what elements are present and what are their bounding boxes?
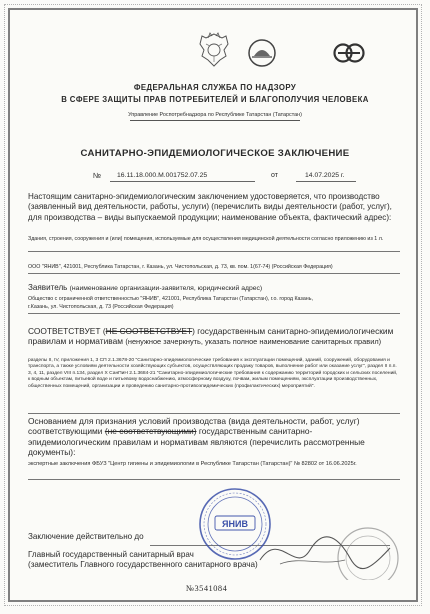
applicant-hint: (наименование организации-заявителя, юридический адрес) <box>69 285 263 292</box>
basis-struck: (не соответствующими) <box>104 426 197 437</box>
department-underline <box>130 120 300 121</box>
basis-word: соответствующими <box>28 426 103 437</box>
document-date: 14.07.2025 г. <box>305 172 345 179</box>
documents-underline <box>28 479 400 480</box>
agency-name-line1: ФЕДЕРАЛЬНАЯ СЛУЖБА ПО НАДЗОРУ <box>133 83 297 92</box>
coat-of-arms-icon <box>196 30 232 68</box>
basis-post: государственным санитарно-эпидемиологическим правилам и нормативам являются (перечислить рассмотренные документы): <box>28 426 365 458</box>
applicant-line1: Общество с ограниченной ответственностью "ЯНИВ", 421001, Республика Татарстан (Татарстан), г.о. город Казань, <box>28 296 313 302</box>
signer-title: Главный государственный санитарный врач <box>28 550 194 559</box>
basis-documents: экспертные заключения ФБУЗ "Центр гигиены и эпидемиологии в Республике Татарстан (Татарстан)" № 82802 от 16.06.2025г. <box>28 461 357 467</box>
conformity-struck: НЕ СООТВЕТСТВУЕТ <box>105 326 193 336</box>
applicant-underline <box>28 313 400 314</box>
signature-and-seal-icon <box>250 520 400 580</box>
details-underline <box>28 413 400 414</box>
basis-statement <box>28 416 394 458</box>
applicant-label: Заявитель <box>28 283 68 292</box>
number-label: № <box>93 171 102 180</box>
object-address: ООО "ЯНИВ", 421001, Республика Татарстан, г. Казань, ул. Чистопольская, д. 73, кв. пом. 1(67-74) (Российская Федерация) <box>28 264 333 270</box>
certifies-intro: Настоящим санитарно-эпидемиологическим заключением удостоверяется, что производство (заявленный вид деятельности, работы, услуги) (перечислить виды деятельности (работ, услуг), для производства – виды выпускаемой продукции; наименование объекта, фактический адрес): <box>28 192 392 222</box>
document-title: САНИТАРНО-ЭПИДЕМИОЛОГИЧЕСКОЕ ЗАКЛЮЧЕНИЕ <box>80 148 350 159</box>
rospotrebnadzor-logo-icon <box>246 38 278 68</box>
conformity-word: СООТВЕТСТВУЕТ <box>28 326 101 336</box>
object-description: Здания, строения, сооружения и (или) помещения, используемые для осуществления медицинской деятельности согласно приложению из 1 л. <box>28 236 384 242</box>
number-underline <box>110 181 255 182</box>
date-underline <box>296 181 356 182</box>
agency-emblem-icon <box>332 42 366 64</box>
address-underline <box>28 273 400 274</box>
sanitary-rules-details: разделы II, IV, приложения 1, 3 СП 2.1.3678-20 "Санитарно-эпидемиологические требования к эксплуатации помещений, зданий, сооружений, оборудования и транспорта, а также условиям деятельности хозяйствующих субъектов, осуществляющих продажу товаров, выполнение работ или оказание услуг", раздел II п.п. 3, 4, 11, раздел VIII п.134, раздел X СанПиН 2.1.3684-21 "Санитарно-эпидемиологические требования к содержанию территорий городских и сельских поселений, к водным объектам, питьевой воде и питьевому водоснабжению, атмосферному воздуху, почвам, жилым помещениям, эксплуатации производственных, общественных помещений, организации и проведению санитарно-противоэпидемических (профилактических) мероприятий". <box>28 358 398 389</box>
signer-deputy: (заместитель Главного государственного санитарного врача) <box>28 560 258 569</box>
form-serial-number: №3541084 <box>186 584 228 593</box>
object-underline <box>28 251 400 252</box>
validity-label: Заключение действительно до <box>28 532 144 541</box>
conformity-statement: СООТВЕТСТВУЕТ (НЕ СООТВЕТСТВУЕТ) государственным санитарно-эпидемиологическим правилам и нормативам (ненужное зачеркнуть, указать полное наименование санитарных правил) <box>28 326 394 347</box>
department-name: Управление Роспотребнадзора по Республике Татарстан (Татарстан) <box>128 112 302 118</box>
date-label: от <box>271 172 278 179</box>
basis-pre: Основанием для признания условий производства (вида деятельности, работ, услуг) <box>28 416 360 426</box>
stamp-name: ЯНИВ <box>222 519 248 529</box>
agency-name-line2: В СФЕРЕ ЗАЩИТЫ ПРАВ ПОТРЕБИТЕЛЕЙ И БЛАГОПОЛУЧИЯ ЧЕЛОВЕКА <box>61 95 369 104</box>
applicant-line2: г.Казань, ул. Чистопольская, д. 73 (Российская Федерация) <box>28 304 174 310</box>
applicant-heading <box>28 283 394 294</box>
conformity-rest: государственным санитарно-эпидемиологическим правилам и нормативам <box>28 326 394 347</box>
document-number: 16.11.18.000.М.001752.07.25 <box>117 172 208 179</box>
conformity-hint: (ненужное зачеркнуть, указать полное наименование санитарных правил) <box>125 337 382 347</box>
